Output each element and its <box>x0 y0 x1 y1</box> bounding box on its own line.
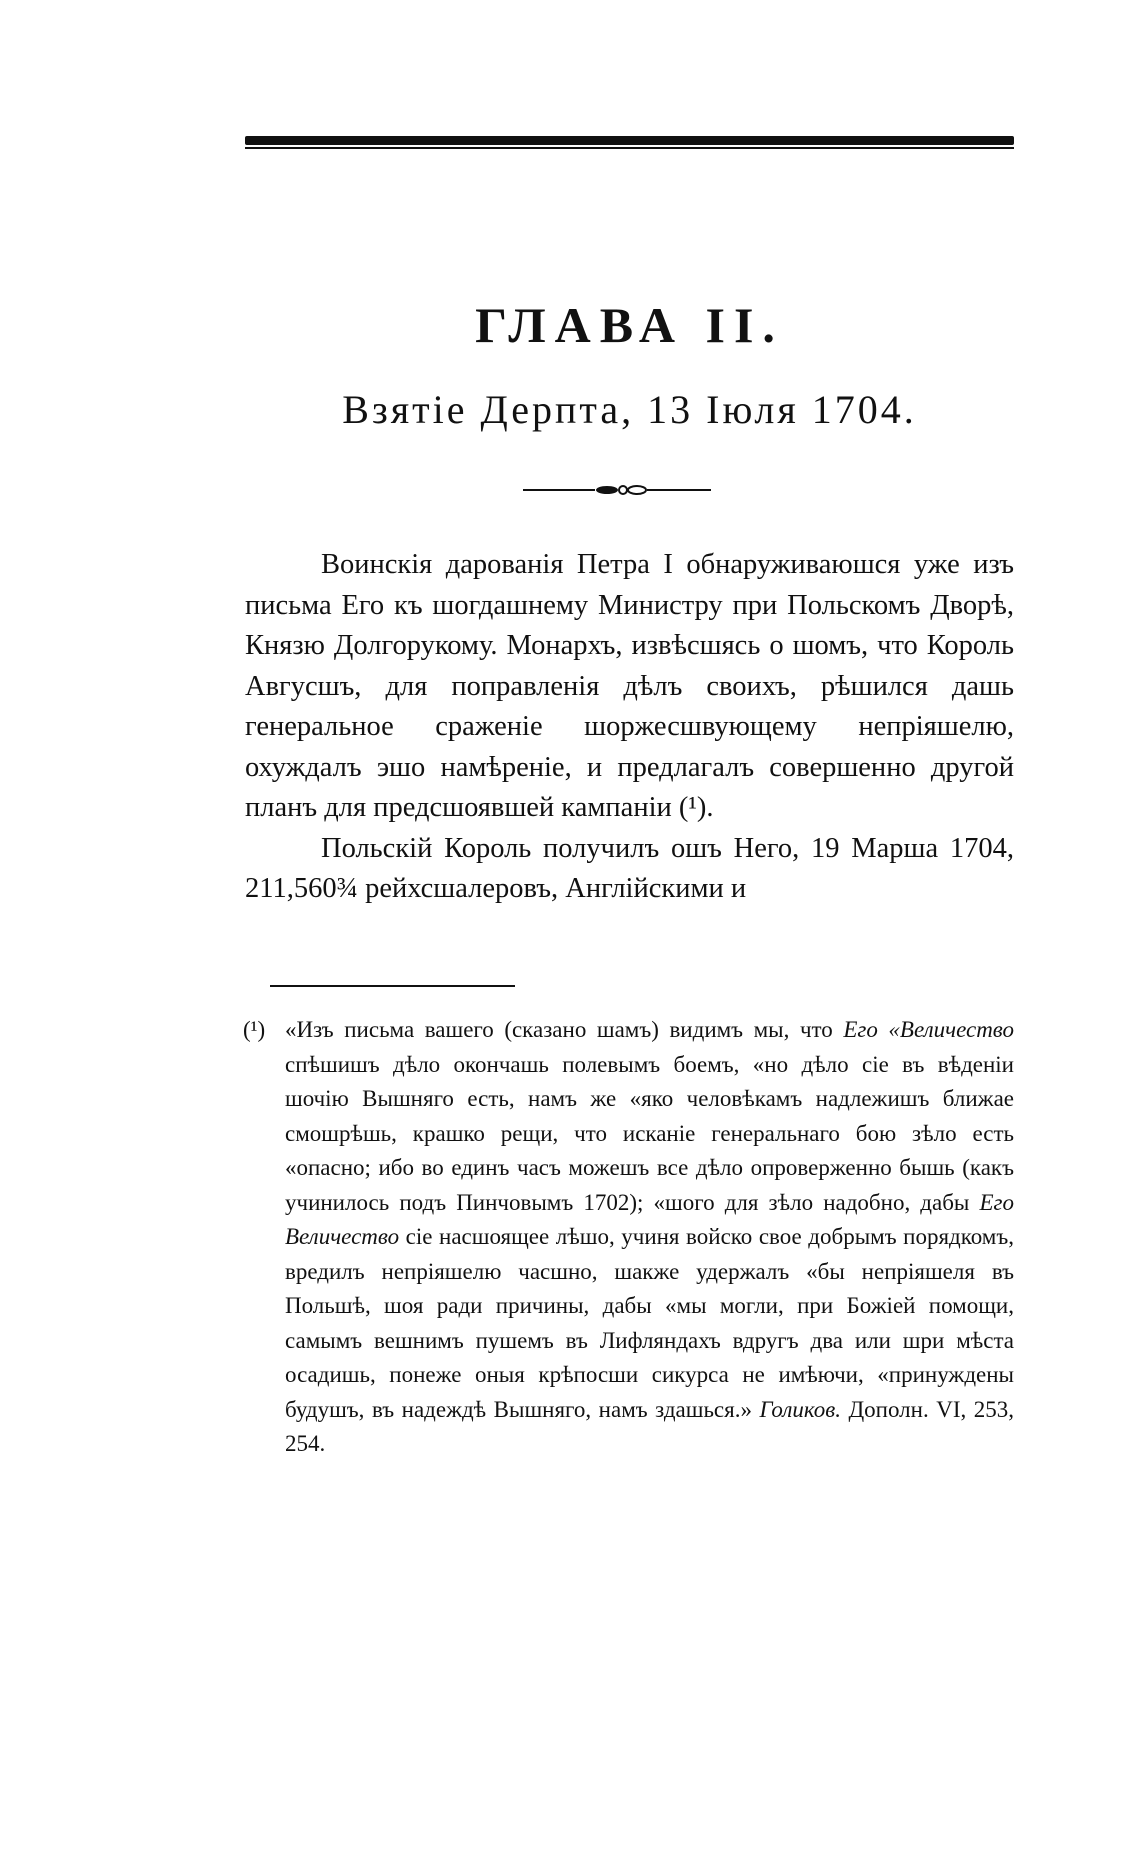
footnote-text-2: спѣшишъ дѣло окончашь полевымъ боемъ, «но дѣло сіе въ вѣденіи шочію Вышняго есть, намъ же «яко человѣкамъ надлежишъ ближае смошрѣшь, крашко рещи, что исканіе генеральнаго бою зѣло есть «опасно; ибо во единъ часъ можешъ все дѣло опроверженно бышь (какъ учинилось подъ Пинчовымъ 1702); «шого для зѣло надобно, дабы <box>285 1051 1014 1215</box>
ornament-divider-icon <box>515 480 715 500</box>
thick-rule <box>245 136 1014 145</box>
footnote-marker: (¹) <box>243 1017 266 1042</box>
paragraph-1 <box>245 545 1014 829</box>
paragraph-2: Польскій Король получилъ ошъ Него, 19 Марша 1704, 211,560¾ рейхсшалеровъ, Англійскими и <box>245 832 1014 904</box>
footnote-reference: (¹). <box>678 792 714 823</box>
footnote-rule <box>270 985 515 987</box>
body-text <box>245 545 1014 910</box>
chapter-title: ГЛАВА II. <box>475 297 784 353</box>
footnote-text-1: «Изъ письма вашего (сказано шамъ) видимъ мы, что <box>285 1017 833 1042</box>
footnote-author: Голиков. <box>759 1396 841 1422</box>
thin-rule <box>245 147 1014 149</box>
footnote-body <box>285 1013 1014 1462</box>
paragraph-1-text: Воинскія дарованія Петра I обнаруживаюшся уже изъ письма Его къ шогдашнему Министру при Польскомъ Дворѣ, Князю Долгорукому. Монархъ, извѣсшясь о шомъ, что Король Авгусшъ, для поправленія дѣлъ своихъ, рѣшился дашь генеральное сраженіе шоржесшвующему непріяшелю, охуждалъ эшо намѣреніе, и предлагалъ совершенно другой планъ для предсшоявшей кампаніи <box>245 549 1014 823</box>
footnote-text-3: сіе насшоящее лѣшо, учиня войско свое добрымъ порядкомъ, вредилъ непріяшелю часшно, шакже удержалъ «бы непріяшеля въ Польшѣ, шоя ради причины, дабы «мы могли, при Божіей помощи, самымъ вешнимъ пушемъ въ Лифляндахъ вдругъ два или шри мѣста осадишь, понеже оныя крѣпосши сикурса не имѣючи, «принуждены будушъ, въ надеждѣ Вышняго, намъ здашься.» <box>285 1224 1015 1422</box>
footnote-italic-1: Его «Величество <box>843 1017 1014 1042</box>
top-double-rule <box>245 133 1014 150</box>
footnote-italic-2: Его Величество <box>285 1189 1015 1249</box>
footnote-citation: Дополн. VI, 253, 254. <box>285 1396 1015 1456</box>
chapter-subtitle: Взятіе Дерпта, 13 Іюля 1704. <box>342 387 917 432</box>
footnote <box>245 1013 1014 1462</box>
